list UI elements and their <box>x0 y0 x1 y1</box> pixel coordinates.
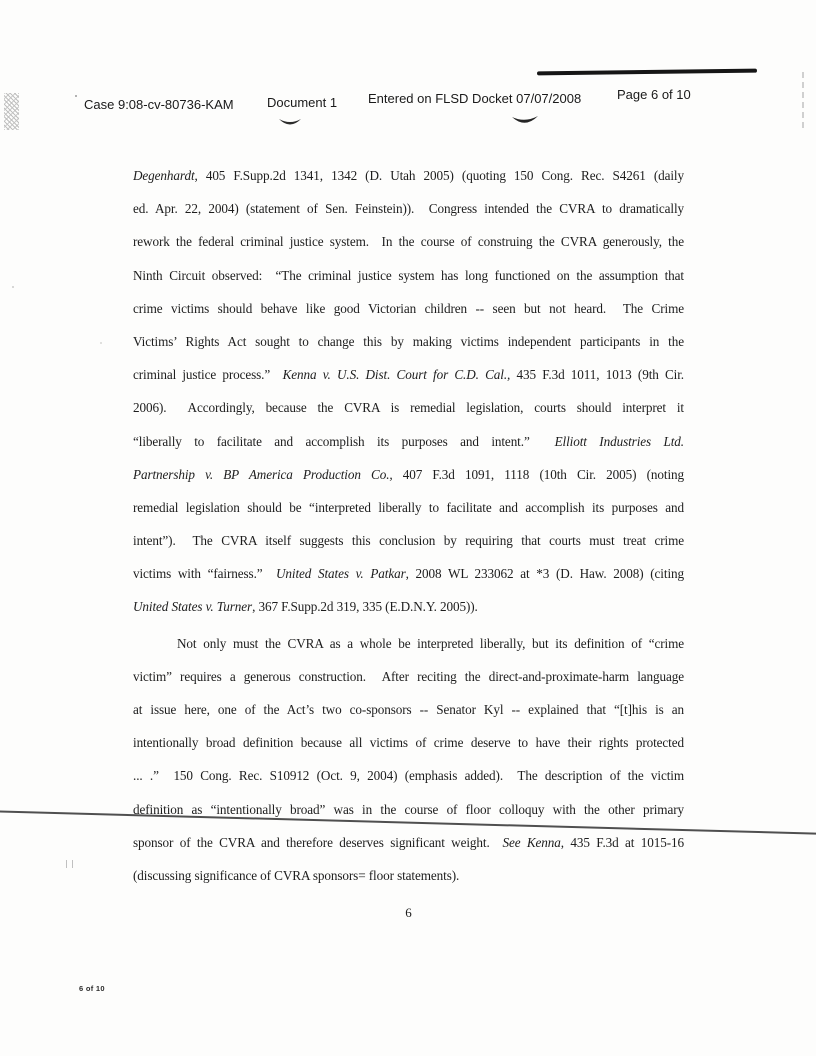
body-text: , 435 F.3d at 1015-16 <box>560 834 684 850</box>
citation-italic-text: United States v. Patkar <box>275 566 406 582</box>
body-text: definition as “intentionally broad” was in the course of floor colloquy with the other primary <box>133 801 684 817</box>
body-line <box>133 793 684 826</box>
body-line <box>133 259 684 292</box>
scan-artifact-tick <box>66 860 67 868</box>
body-line <box>133 325 684 358</box>
header-document-number: Document 1 <box>267 95 338 110</box>
body-text: ... .” 150 Cong. Rec. S10912 (Oct. 9, 2004) (emphasis added). The description of the victim <box>133 768 684 784</box>
citation-italic-text: Elliott Industries Ltd. <box>554 433 684 449</box>
citation-italic-text: See Kenna <box>502 834 561 850</box>
citation-italic-text: Kenna v. U.S. Dist. Court for C.D. Cal., <box>282 367 511 383</box>
body-line <box>133 225 684 258</box>
body-line <box>133 491 684 524</box>
scan-artifact-tick <box>72 860 73 868</box>
body-text: remedial legislation should be “interpreted liberally to facilitate and accomplish its purposes and <box>133 499 684 515</box>
body-text: rework the federal criminal justice system. In the course of construing the CVRA generously, the <box>133 234 684 250</box>
body-text: , 367 F.Supp.2d 319, 335 (E.D.N.Y. 2005)). <box>252 599 478 615</box>
body-text: sponsor of the CVRA and therefore deserves significant weight. <box>133 834 503 850</box>
body-text: intentionally broad definition because all victims of crime deserve to have their rights protected <box>133 735 684 751</box>
body-text: crime victims should behave like good Victorian children -- seen but not heard. The Crime <box>133 300 684 316</box>
scan-speck <box>75 95 77 97</box>
citation-italic-text: Partnership v. BP America Production Co., <box>133 466 393 482</box>
body-text: 2006). Accordingly, because the CVRA is remedial legislation, courts should interpret it <box>133 400 684 416</box>
body-line <box>133 826 684 859</box>
body-text: “liberally to facilitate and accomplish its purposes and intent.” <box>133 433 555 449</box>
body-line <box>133 557 684 590</box>
citation-italic-text: Degenhardt <box>133 168 195 183</box>
scan-speck <box>100 342 102 344</box>
scan-artifact-smudge <box>4 93 19 130</box>
body-text: victim” requires a generous construction. After reciting the direct-and-proximate-harm language <box>133 668 684 684</box>
body-line <box>133 759 684 792</box>
body-line <box>133 192 684 225</box>
body-line <box>133 358 684 391</box>
body-text: , 405 F.Supp.2d 1341, 1342 (D. Utah 2005) (quoting 150 Cong. Rec. S4261 (daily <box>194 168 684 183</box>
document-body <box>133 159 684 892</box>
scan-artifact-thick-line <box>537 69 757 75</box>
paragraph <box>133 627 684 893</box>
body-text: , 2008 WL 233062 at *3 (D. Haw. 2008) (citing <box>405 566 684 582</box>
body-line <box>133 859 684 892</box>
header-page-indicator: Page 6 of 10 <box>617 87 691 102</box>
paragraph <box>133 159 684 624</box>
body-line <box>133 693 684 726</box>
body-line <box>133 391 684 424</box>
body-line <box>133 458 684 491</box>
body-line <box>133 524 684 557</box>
scan-speck <box>12 286 14 288</box>
body-line <box>133 425 684 458</box>
header-docket-entry: Entered on FLSD Docket 07/07/2008 <box>368 91 582 106</box>
body-line <box>133 159 684 192</box>
citation-italic-text: United States v. Turner <box>133 599 253 615</box>
pen-stroke-swoosh-icon <box>511 114 539 128</box>
body-line <box>133 590 684 623</box>
body-text: victims with “fairness.” <box>133 566 276 582</box>
header-case-number: Case 9:08-cv-80736-KAM <box>84 97 234 112</box>
body-text: 435 F.3d 1011, 1013 (9th Cir. <box>510 367 684 383</box>
body-text: criminal justice process.” <box>133 367 283 383</box>
body-text: Not only must the CVRA as a whole be interpreted liberally, but its definition of “crime <box>177 635 684 651</box>
body-line <box>133 726 684 759</box>
body-text: ed. Apr. 22, 2004) (statement of Sen. Feinstein)). Congress intended the CVRA to dramatically <box>133 201 684 217</box>
body-text: (discussing significance of CVRA sponsors= floor statements). <box>133 867 460 883</box>
body-line <box>133 660 684 693</box>
body-text: at issue here, one of the Act’s two co-sponsors -- Senator Kyl -- explained that “[t]his is an <box>133 702 684 717</box>
body-text: Victims’ Rights Act sought to change this by making victims independent participants in the <box>133 333 684 349</box>
scan-artifact-edge-dashes <box>802 72 804 128</box>
body-line <box>133 627 684 660</box>
pen-stroke-swoosh-icon <box>278 117 302 130</box>
page-number: 6 <box>405 905 412 920</box>
body-text: Ninth Circuit observed: “The criminal justice system has long functioned on the assumption that <box>133 267 684 283</box>
body-line <box>133 292 684 325</box>
body-text: 407 F.3d 1091, 1118 (10th Cir. 2005) (noting <box>392 466 684 482</box>
footer-page-stamp: 6 of 10 <box>79 984 105 993</box>
body-text: intent”). The CVRA itself suggests this conclusion by requiring that courts must treat crime <box>133 533 684 549</box>
